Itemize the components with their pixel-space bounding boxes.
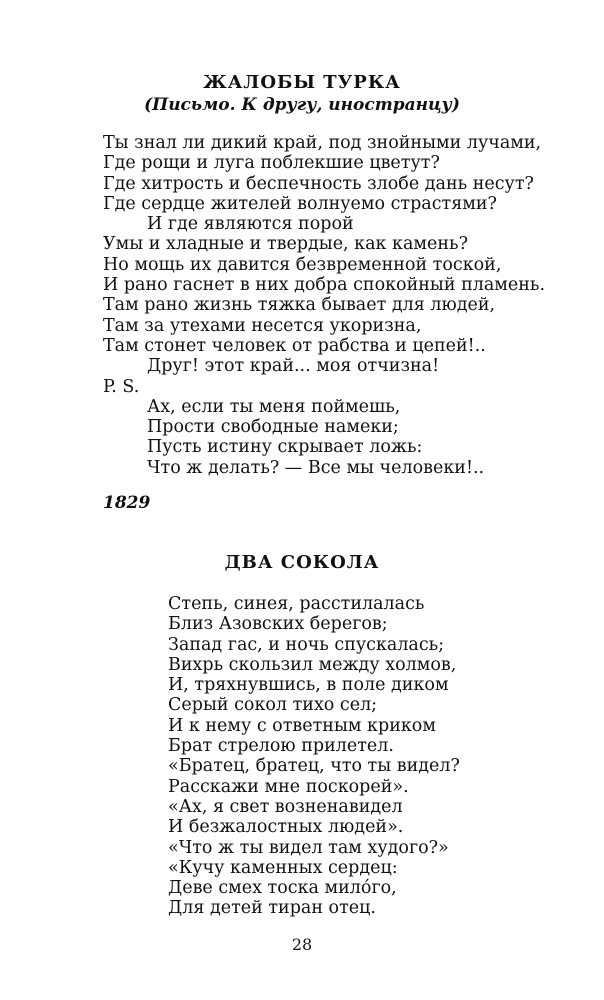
poem-line: И рано гаснет в них добра спокойный пламень. [103,275,546,296]
poem-line: Прости свободные намеки; [147,417,399,438]
poem-line: Степь, синея, расстилалась [168,594,425,614]
poem-line: Ты знал ли дикий край, под знойными лучами, [103,133,542,153]
poem-body [103,133,545,478]
poem-line: Там стонет человек от рабства и цепей!.. [103,335,486,356]
poem-line: Что ж делать? — Все мы человеки!.. [147,457,485,478]
poem-line: Серый сокол тихо сел; [168,695,378,716]
poem-line: Ах, если ты меня поймешь, [147,396,401,417]
poem-line: Расскажи мне поскорей». [168,776,409,797]
poem-line: Умы и хладные и твердые, как камень? [103,234,468,255]
poem-line: Для детей тиран отец. [168,898,376,919]
poem-line: Брат стрелою прилетел. [168,736,394,757]
poem-line: Друг! этот край... моя отчизна! [147,356,440,377]
poem-line: И, тряхнувшись, в поле диком [168,675,449,696]
poem-date: 1829 [103,493,151,513]
poem-line: И где являются порой [147,214,354,235]
poem-line: «Что ж ты видел там худого?» [168,837,449,858]
poem-line: И к нему с ответным криком [168,715,436,736]
poem-body [168,594,460,919]
page-number: 28 [291,935,313,954]
poem-line: «Ах, я свет возненавидел [168,796,403,817]
poem-line: Запад гас, и ночь спускалась; [168,634,445,655]
poem-line: Где сердце жителей волнуемо страстями? [103,193,497,214]
poem-subtitle: (Письмо. К другу, иностранцу) [144,95,460,115]
poem-line: Где рощи и луга поблекшие цветут? [103,153,440,174]
poem-line: Где хитрость и беспечность злобе дань несут? [103,173,534,194]
poem-line: Вихрь скользил между холмов, [168,654,457,675]
poem-line: «Кучу каменных сердец: [168,857,398,878]
poem-title: ЖАЛОБЫ ТУРКА [203,72,401,93]
poem-line: Но мощь их давится безвременной тоской, [103,254,502,275]
poem-line: Там за утехами несется укоризна, [103,315,422,336]
poem-line: И безжалостных людей». [168,817,404,838]
poem-line: Пусть истину скрывает ложь: [147,437,423,458]
poem-line: Деве смех тоска милóго, [168,878,397,899]
poem-line: Близ Азовских берегов; [168,614,388,635]
poem-line: «Братец, братец, что ты видел? [168,756,460,777]
postscript-label: P. S. [103,376,140,397]
poem-title: ДВА СОКОЛА [224,552,380,573]
poem-line: Там рано жизнь тяжка бывает для людей, [103,295,496,316]
